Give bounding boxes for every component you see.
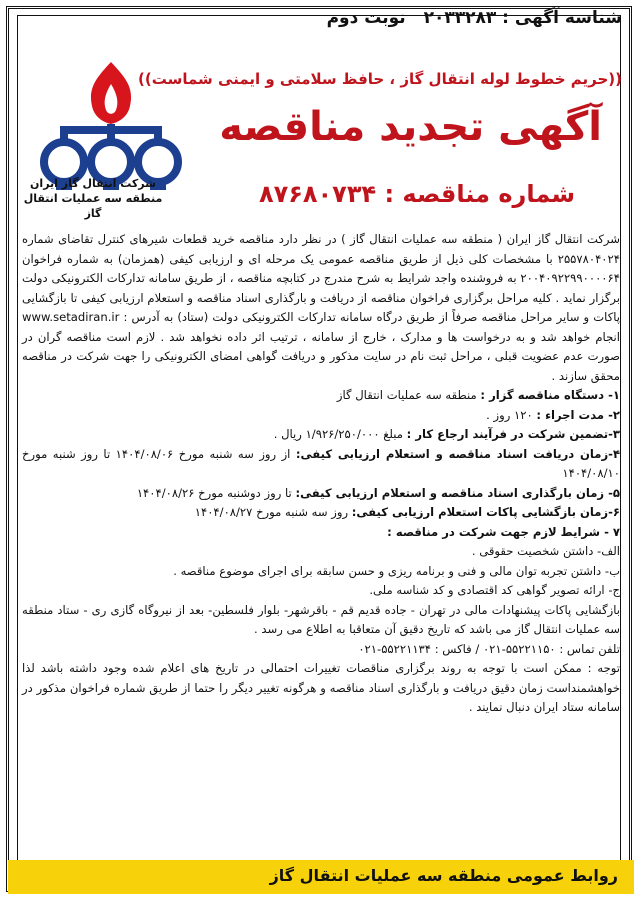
ad-header — [315, 8, 622, 28]
opening-info: بازگشایی پاکات پیشنهادات مالی در تهران - جاده قدیم قم - باقرشهر- بلوار فلسطین- بعد از نیروگاه گازی ری - ستاد منطقه سه عملیات انتقال گاز می باشد که تاریخ دقیق آن متعاقبا به اطلاع می رسد . — [22, 602, 620, 636]
condition-a: الف- داشتن شخصیت حقوقی . — [471, 544, 620, 558]
item-1: ۱- دستگاه مناقصه گزار : منطقه سه عملیات انتقال گاز — [336, 388, 620, 402]
slogan: ((حریم خطوط لوله انتقال گاز ، حافظ سلامتی و ایمنی شماست)) — [138, 70, 622, 88]
advert-body — [22, 230, 620, 718]
footer-bar — [8, 860, 634, 894]
condition-b: ب- داشتن تجربه توان مالی و فنی و برنامه ریزی و حسن سابقه برای اجرای موضوع مناقصه . — [173, 563, 620, 578]
page-title: آگهی تجدید مناقصه — [219, 104, 602, 150]
item-5: ۵- زمان بارگذاری اسناد مناقصه و استعلام ارزیابی کیفی: تا روز دوشنبه مورخ ۱۴۰۴/۰۸/۲۶ — [136, 485, 620, 500]
intro-paragraph: شرکت انتقال گاز ایران ( منطقه سه عملیات انتقال گاز ) در نظر دارد مناقصه خرید قطعات شیرهای کنترل تقاضای شماره ۲۵۵۷۸۰۴۰۲۴ با مشخصات کلی ذیل از طریق مناقصه عمومی یک مرحله ای و ارزیابی کیفی (همزمان) به شماره فراخوان ۲۰۰۴۰۹۲۲۹۹۰۰۰۰۶۴ به فروشنده واجد شرایط به شرح مندرج در کتابچه مناقصه ، از طریق سامانه تدارکات الکترونیکی دولت برگزار نماید . کلیه مراحل برگزاری فراخوان مناقصه از دریافت و بارگذاری اسناد مناقصه و استعلام ارزیابی کیفی تا بازگشایی پاکات و سایر مراحل مناقصه صرفاً از طریق درگاه سامانه تدارکات الکترونیکی دولت (ستاد) به آدرس : www.setadiran.ir انجام خواهد شد و به درخواست ها و مدارک ، خارج از سامانه ، ترتیب اثر داده نخواهد شد . لازم است مناقصه گران در صورت عدم عضویت قبلی ، مراحل ثبت نام در سایت مذکور و دریافت گواهی امضای الکترونیکی را جهت شرکت در مناقصه محقق سازند . — [22, 232, 620, 383]
tender-number: شماره مناقصه : ۸۷۶۸۰۷۳۴ — [258, 180, 576, 208]
contact-info: تلفن تماس : ۵۵۲۲۱۱۵۰-۰۲۱ / فاکس : ۵۵۲۲۱۱۳۴-۰۲۱ — [358, 641, 620, 656]
logo-caption — [18, 176, 168, 221]
footer-text: روابط عمومی منطقه سه عملیات انتقال گاز — [269, 866, 618, 885]
logo-caption-line2: منطقه سه عملیات انتقال گاز — [23, 192, 163, 220]
item-4: ۴-زمان دریافت اسناد مناقصه و استعلام ارزیابی کیفی: از روز سه شنبه مورخ ۱۴۰۴/۰۸/۰۶ تا روز شنبه مورخ ۱۴۰۴/۰۸/۱۰ — [22, 446, 621, 480]
note-paragraph: توجه : ممکن است با توجه به روند برگزاری مناقصات تغییرات احتمالی در تاریخ های اعلام شده وجود داشته باشد لذا خواهشمنداست زمان دقیق دریافت و بارگذاری اسناد مناقصه و هرگونه تغییر دیگر را حتما از طریق شماره فراخوان مذکور در سامانه ستاد ایران دنبال نمایند . — [22, 661, 620, 714]
item-7: ۷ - شرایط لازم جهت شرکت در مناقصه : — [387, 524, 620, 539]
item-6: ۶-زمان بازگشایی پاکات استعلام ارزیابی کیفی: روز سه شنبه مورخ ۱۴۰۴/۰۸/۲۷ — [194, 505, 620, 519]
logo-caption-line1: شرکت انتقال گاز ایران — [30, 177, 156, 190]
item-3: ۳-تضمین شرکت در فرآیند ارجاع کار : مبلغ ۱/۹۲۶/۲۵۰/۰۰۰ ریال . — [273, 427, 620, 441]
ad-id: شناسه آگهی : ۲۰۳۳۲۸۳ — [423, 8, 622, 28]
item-2: ۲- مدت اجراء : ۱۲۰ روز . — [486, 407, 620, 422]
condition-c: ج- ارائه تصویر گواهی کد اقتصادی و کد شناسه ملی. — [369, 583, 620, 597]
turn-label: نوبت دوم — [326, 8, 406, 28]
